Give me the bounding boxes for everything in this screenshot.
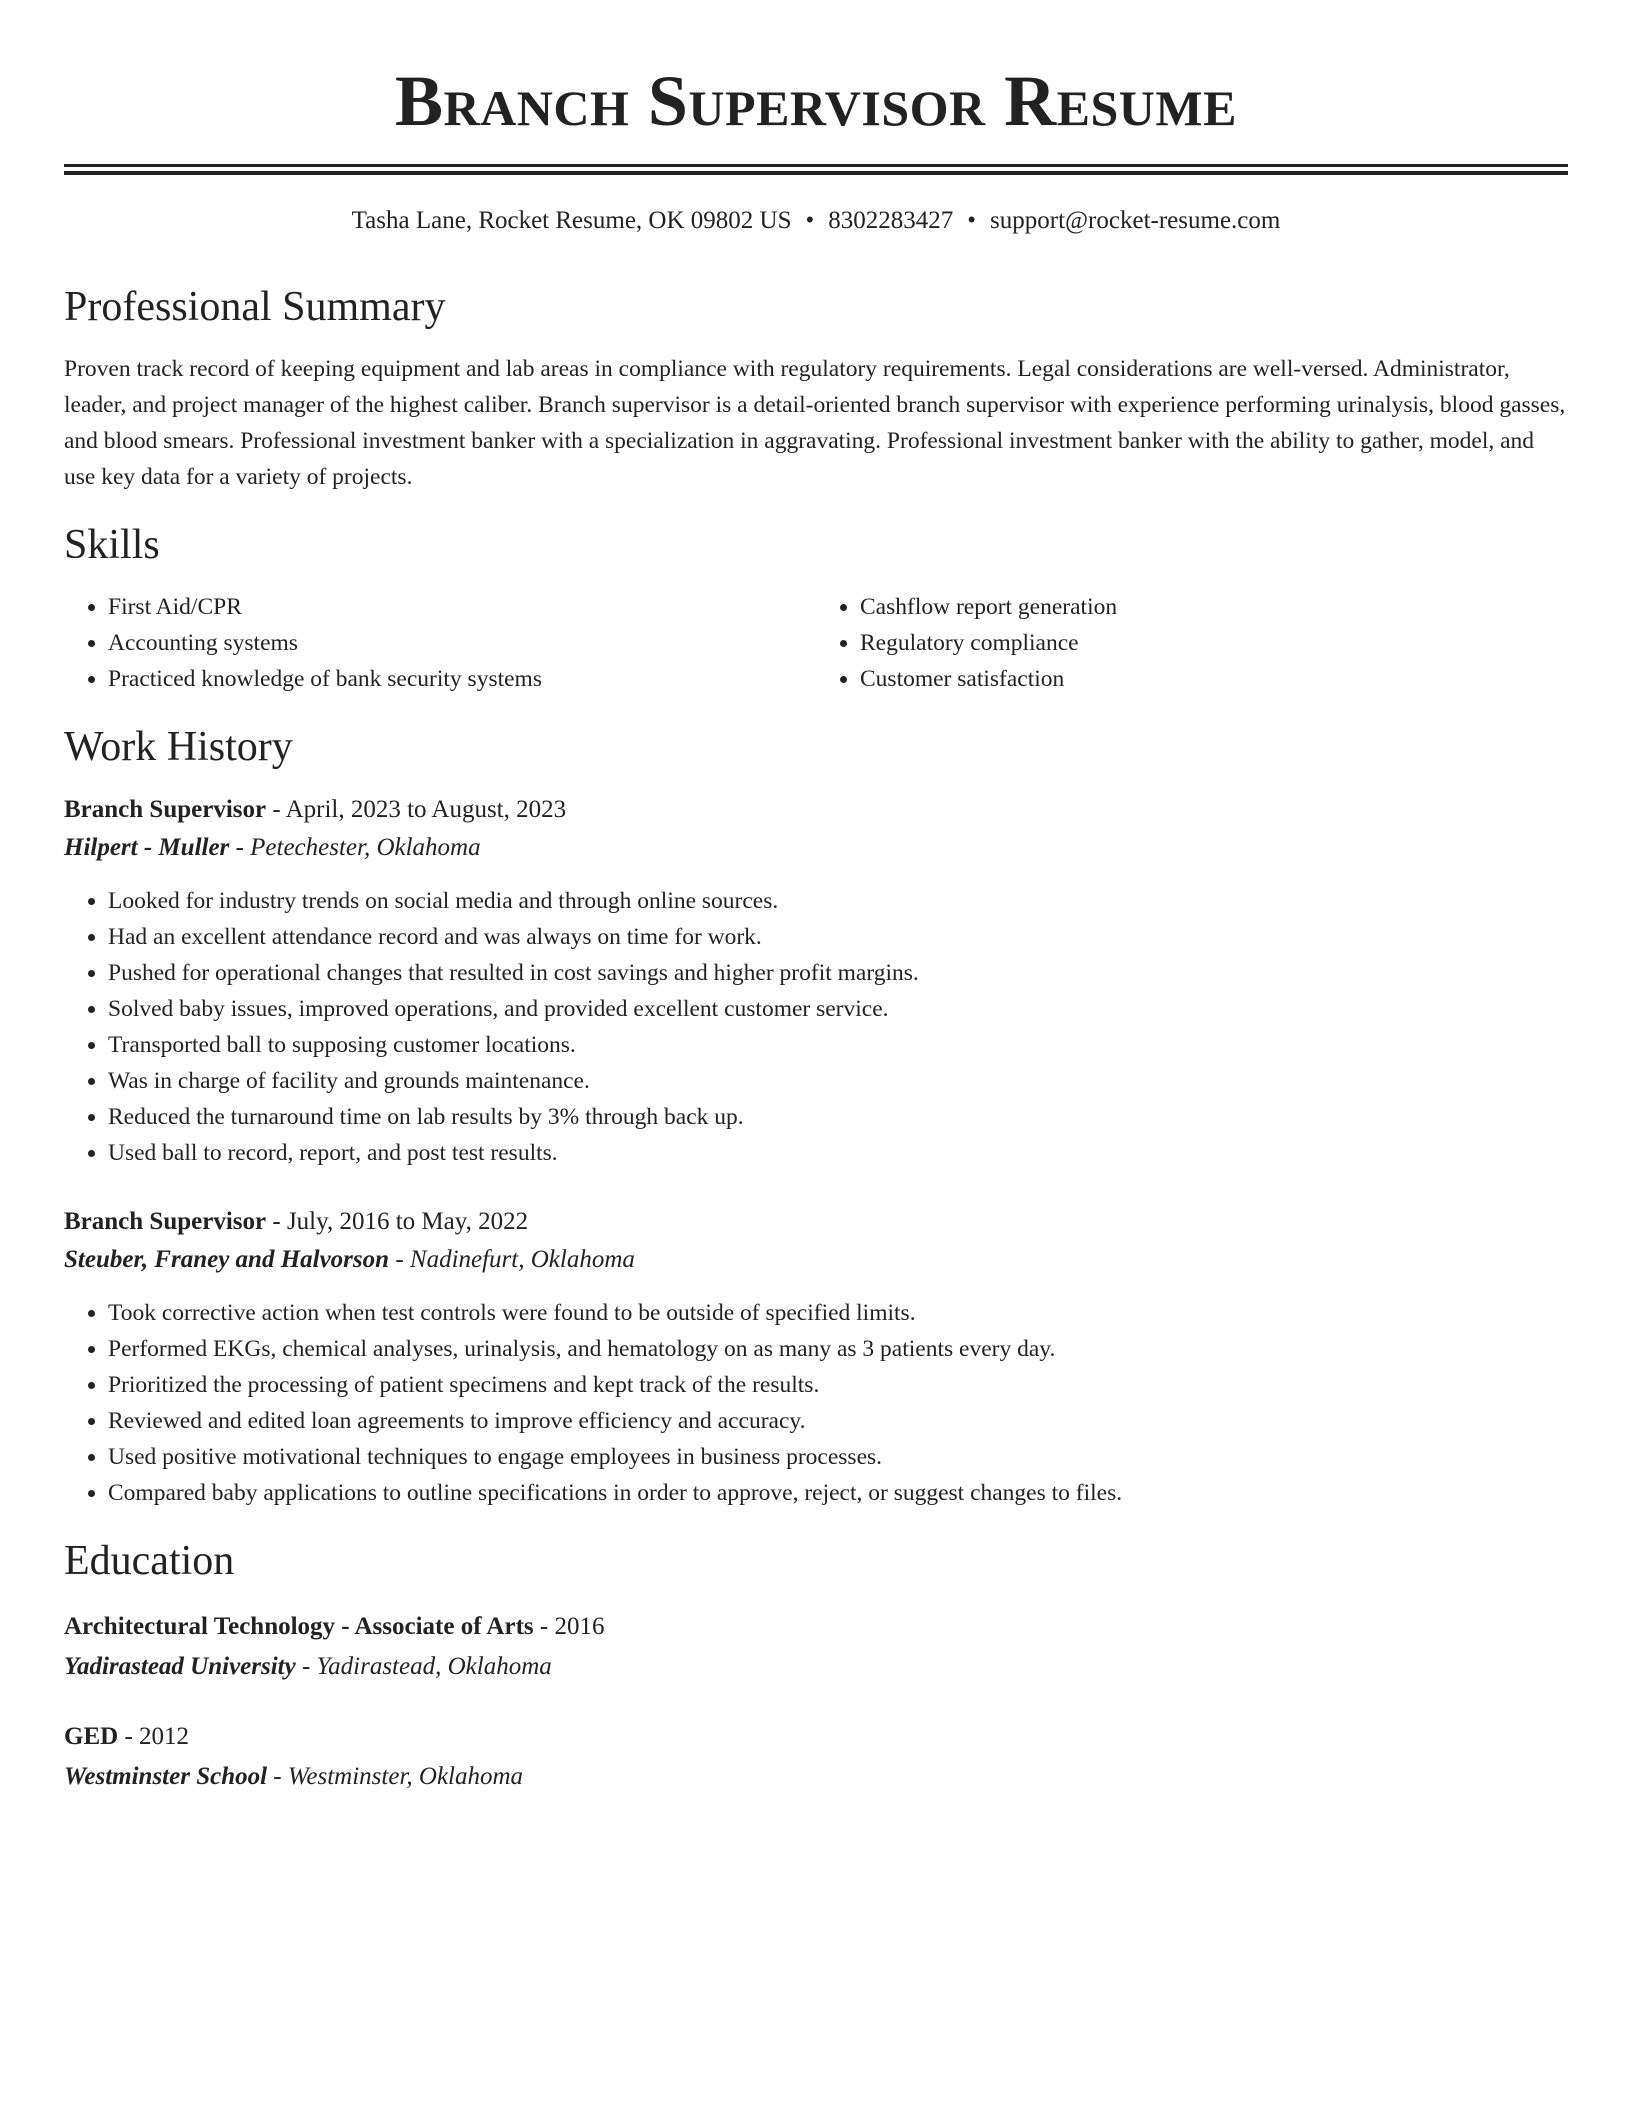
- skill-item: • Cashflow report generation: [860, 589, 1568, 625]
- job-dates: July, 2016 to May, 2022: [286, 1208, 529, 1235]
- education-heading: Education: [64, 1538, 235, 1584]
- resume-page: [64, 0, 1568, 1797]
- job-role: Branch Supervisor: [64, 1208, 267, 1235]
- skill-item: • First Aid/CPR: [108, 589, 816, 625]
- education-school-line: Westminster School - Westminster, Oklahoma: [64, 1763, 524, 1790]
- skills-list-left: [64, 589, 816, 697]
- job-entry: [64, 1203, 1568, 1511]
- job-duty-item: • Prioritized the processing of patient specimens and kept track of the results.: [108, 1367, 1568, 1403]
- job-employer: Hilpert - Muller - Petechester, Oklahoma: [64, 834, 481, 861]
- skills-columns: [64, 589, 1568, 697]
- job-employer: Steuber, Franey and Halvorson - Nadinefurt, Oklahoma: [64, 1246, 635, 1273]
- summary-text: Proven track record of keeping equipment and lab areas in compliance with regulatory requirements. Legal considerations are well-versed. Administrator, leader, and project manager of the highest caliber. Branch supervisor is a detail-oriented branch supervisor with experience performing urinalysis, blood gasses, and blood smears. Professional investment banker with a specialization in aggravating. Professional investment banker with the ability to gather, model, and use key data for a variety of projects.: [64, 356, 1566, 490]
- education-school: Westminster School: [64, 1763, 268, 1790]
- job-duty-item: • Pushed for operational changes that resulted in cost savings and higher profit margins.: [108, 955, 1568, 991]
- skills-heading: Skills: [64, 522, 160, 568]
- job-duty-item: • Used ball to record, report, and post test results.: [108, 1135, 1568, 1171]
- job-header: Branch Supervisor - April, 2023 to August, 2023: [64, 796, 567, 823]
- job-duty-item: • Was in charge of facility and grounds maintenance.: [108, 1063, 1568, 1099]
- education-header: GED - 2012: [64, 1723, 190, 1750]
- job-duties-list: [64, 883, 1568, 1171]
- job-duty-item: • Looked for industry trends on social media and through online sources.: [108, 883, 1568, 919]
- title-divider: [64, 164, 1568, 175]
- job-location: Nadinefurt, Oklahoma: [409, 1246, 635, 1273]
- skill-item: • Regulatory compliance: [860, 625, 1568, 661]
- job-duty-item: • Reviewed and edited loan agreements to improve efficiency and accuracy.: [108, 1403, 1568, 1439]
- job-company: Steuber, Franey and Halvorson: [64, 1246, 390, 1273]
- job-duty-item: • Solved baby issues, improved operations, and provided excellent customer service.: [108, 991, 1568, 1027]
- education-location: Yadirastead, Oklahoma: [316, 1653, 552, 1680]
- job-location: Petechester, Oklahoma: [250, 834, 481, 861]
- skill-item: • Accounting systems: [108, 625, 816, 661]
- education-entry: [64, 1717, 1568, 1797]
- job-company: Hilpert - Muller: [64, 834, 230, 861]
- contact-separator: •: [967, 207, 977, 234]
- contact-phone: 8302283427: [828, 207, 954, 234]
- job-entry: [64, 791, 1568, 1171]
- job-dates: April, 2023 to August, 2023: [285, 796, 567, 823]
- education-degree: GED: [64, 1723, 119, 1750]
- contact-line: [64, 205, 1568, 237]
- job-duty-item: • Reduced the turnaround time on lab results by 3% through back up.: [108, 1099, 1568, 1135]
- job-duty-item: • Transported ball to supposing customer locations.: [108, 1027, 1568, 1063]
- education-year: 2012: [139, 1723, 190, 1750]
- education-degree: Architectural Technology - Associate of Arts: [64, 1613, 534, 1640]
- work-history-heading: Work History: [64, 724, 293, 770]
- skill-item: • Customer satisfaction: [860, 661, 1568, 697]
- job-duties-list: [64, 1295, 1568, 1511]
- education-school-line: Yadirastead University - Yadirastead, Oklahoma: [64, 1653, 552, 1680]
- summary-heading: Professional Summary: [64, 284, 446, 330]
- education-location: Westminster, Oklahoma: [287, 1763, 524, 1790]
- job-duty-item: • Compared baby applications to outline specifications in order to approve, reject, or suggest changes to files.: [108, 1475, 1568, 1511]
- education-year: 2016: [554, 1613, 605, 1640]
- education-header: Architectural Technology - Associate of Arts - 2016: [64, 1613, 605, 1640]
- skill-item: • Practiced knowledge of bank security systems: [108, 661, 816, 697]
- contact-address: Tasha Lane, Rocket Resume, OK 09802 US: [351, 207, 792, 234]
- page-title: Branch Supervisor Resume: [395, 61, 1237, 141]
- contact-email: support@rocket-resume.com: [990, 207, 1281, 234]
- job-duty-item: • Performed EKGs, chemical analyses, urinalysis, and hematology on as many as 3 patients every day.: [108, 1331, 1568, 1367]
- education-entry: [64, 1607, 1568, 1687]
- education-school: Yadirastead University: [64, 1653, 296, 1680]
- job-header: Branch Supervisor - July, 2016 to May, 2022: [64, 1208, 529, 1235]
- job-duty-item: • Used positive motivational techniques to engage employees in business processes.: [108, 1439, 1568, 1475]
- job-duty-item: • Had an excellent attendance record and was always on time for work.: [108, 919, 1568, 955]
- job-role: Branch Supervisor: [64, 796, 267, 823]
- contact-separator: •: [805, 207, 815, 234]
- skills-list-right: [816, 589, 1568, 697]
- job-duty-item: • Took corrective action when test controls were found to be outside of specified limits.: [108, 1295, 1568, 1331]
